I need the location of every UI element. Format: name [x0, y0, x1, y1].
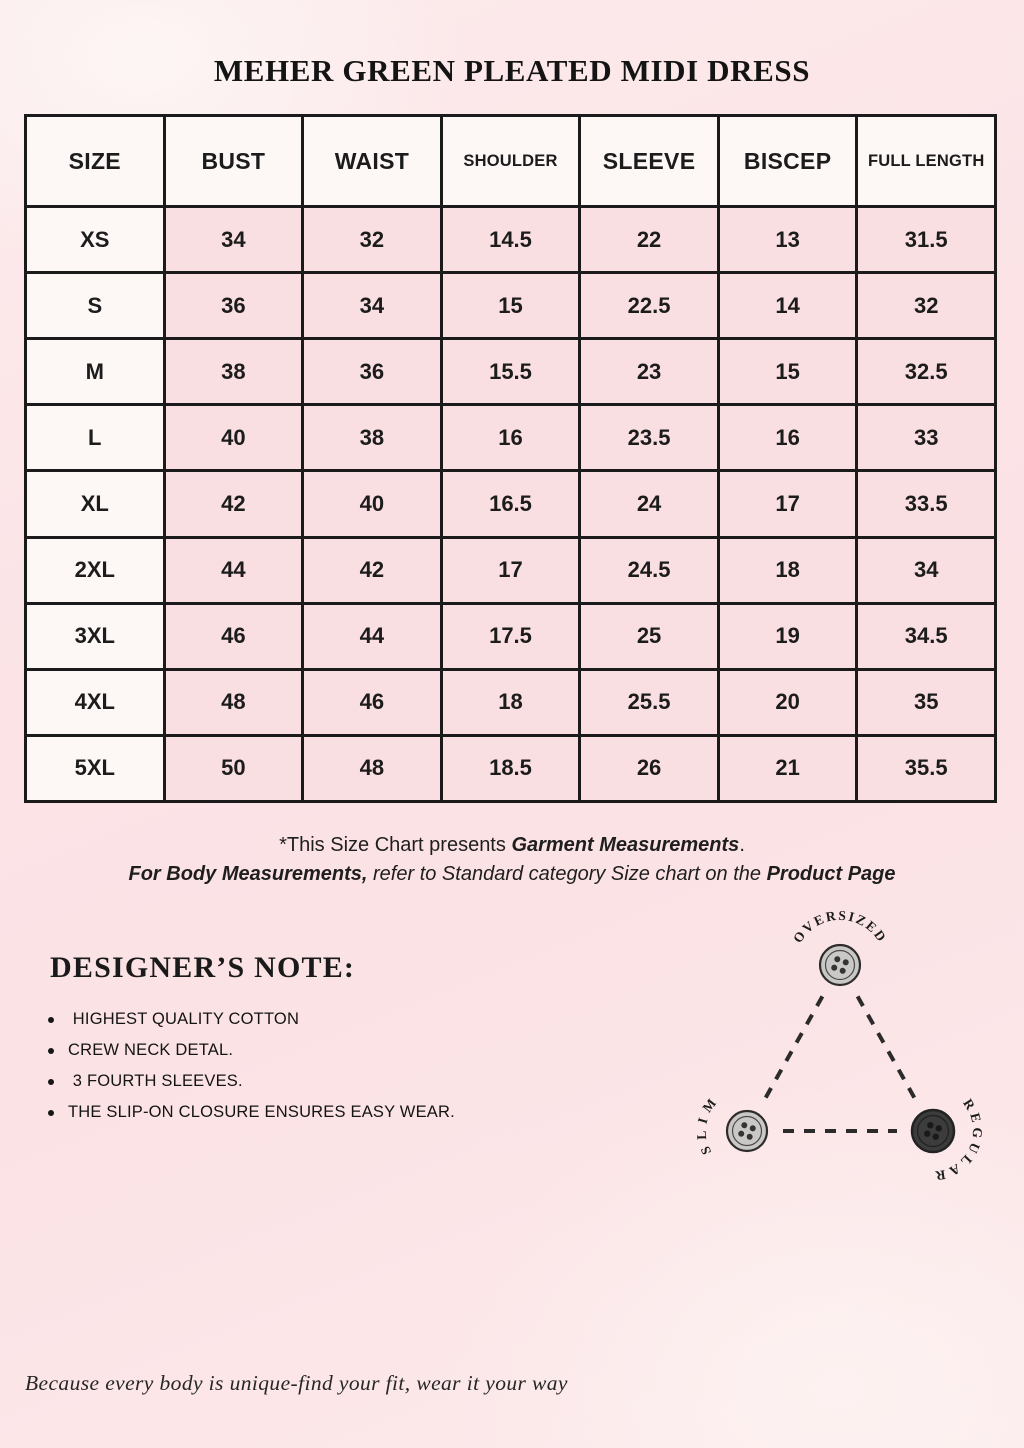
column-header-full-length: FULL LENGTH: [858, 117, 994, 205]
list-item: [48, 1004, 455, 1035]
bullet-icon: [48, 1110, 54, 1116]
measurement-cell: 48: [166, 671, 302, 734]
measurement-cell: 35.5: [858, 737, 994, 800]
measurement-cell: 17.5: [443, 605, 579, 668]
bullet-icon: [48, 1079, 54, 1085]
measurement-cell: 32.5: [858, 340, 994, 403]
measurement-cell: 42: [166, 472, 302, 535]
designer-note-text: 3 FOURTH SLEEVES.: [68, 1072, 243, 1090]
measurement-cell: 38: [166, 340, 302, 403]
measurement-cell: 18: [443, 671, 579, 734]
footnote-product-page: Product Page: [766, 863, 896, 885]
footnote-text: *This Size Chart presents: [279, 834, 512, 856]
size-chart-footnote: [0, 831, 1024, 889]
measurement-cell: 25.5: [581, 671, 717, 734]
dashed-triangle-lines: [765, 996, 916, 1131]
measurement-cell: 15.5: [443, 340, 579, 403]
measurement-cell: 31.5: [858, 208, 994, 271]
page-title: MEHER GREEN PLEATED MIDI DRESS: [213, 53, 811, 88]
measurement-cell: 14: [720, 274, 856, 337]
measurement-cell: 35: [858, 671, 994, 734]
measurement-cell: 23: [581, 340, 717, 403]
measurement-cell: 14.5: [443, 208, 579, 271]
oversized-button-icon: [820, 945, 860, 985]
size-cell: L: [27, 406, 163, 469]
footnote-line-2: [0, 860, 1024, 889]
measurement-cell: 19: [720, 605, 856, 668]
size-cell: S: [27, 274, 163, 337]
size-cell: 2XL: [27, 539, 163, 602]
measurement-cell: 15: [720, 340, 856, 403]
measurement-cell: 18: [720, 539, 856, 602]
measurement-cell: 48: [304, 737, 440, 800]
measurement-cell: 16: [443, 406, 579, 469]
slim-button-icon: [727, 1111, 767, 1151]
measurement-cell: 46: [304, 671, 440, 734]
measurement-cell: 33: [858, 406, 994, 469]
measurement-cell: 18.5: [443, 737, 579, 800]
slim-label: SLIM: [693, 1091, 723, 1157]
designer-note-text: CREW NECK DETAL.: [68, 1041, 234, 1059]
measurement-cell: 24: [581, 472, 717, 535]
column-header-bust: BUST: [166, 117, 302, 205]
measurement-cell: 34.5: [858, 605, 994, 668]
column-header-sleeve: SLEEVE: [581, 117, 717, 205]
measurement-cell: 22.5: [581, 274, 717, 337]
measurement-cell: 44: [166, 539, 302, 602]
measurement-cell: 21: [720, 737, 856, 800]
size-cell: 3XL: [27, 605, 163, 668]
measurement-cell: 22: [581, 208, 717, 271]
footnote-line-1: [0, 831, 1024, 860]
measurement-cell: 23.5: [581, 406, 717, 469]
measurement-cell: 34: [858, 539, 994, 602]
measurement-cell: 26: [581, 737, 717, 800]
oversized-label: OVERSIZED: [789, 908, 891, 946]
measurement-cell: 16.5: [443, 472, 579, 535]
list-item: [48, 1097, 455, 1128]
measurement-cell: 36: [166, 274, 302, 337]
measurement-cell: 50: [166, 737, 302, 800]
footnote-garment-measurements: Garment Measurements: [511, 834, 740, 856]
column-header-size: SIZE: [27, 117, 163, 205]
footnote-body-measurements: For Body Measurements,: [128, 863, 368, 885]
measurement-cell: 38: [304, 406, 440, 469]
measurement-cell: 33.5: [858, 472, 994, 535]
measurement-cell: 20: [720, 671, 856, 734]
bullet-icon: [48, 1017, 54, 1023]
list-item: [48, 1035, 455, 1066]
size-chart-table: [24, 114, 997, 803]
size-cell: XS: [27, 208, 163, 271]
measurement-cell: 44: [304, 605, 440, 668]
regular-button-icon: [912, 1110, 954, 1152]
measurement-cell: 17: [720, 472, 856, 535]
measurement-cell: 17: [443, 539, 579, 602]
measurement-cell: 42: [304, 539, 440, 602]
size-cell: 5XL: [27, 737, 163, 800]
measurement-cell: 15: [443, 274, 579, 337]
size-cell: M: [27, 340, 163, 403]
column-header-waist: WAIST: [304, 117, 440, 205]
column-header-biscep: BISCEP: [720, 117, 856, 205]
measurement-cell: 32: [858, 274, 994, 337]
measurement-cell: 25: [581, 605, 717, 668]
measurement-cell: 34: [166, 208, 302, 271]
size-cell: XL: [27, 472, 163, 535]
measurement-cell: 36: [304, 340, 440, 403]
fit-style-diagram: [680, 908, 1024, 1198]
measurement-cell: 34: [304, 274, 440, 337]
list-item: [48, 1066, 455, 1097]
designer-note-text: THE SLIP-ON CLOSURE ENSURES EASY WEAR.: [68, 1103, 455, 1121]
measurement-cell: 40: [166, 406, 302, 469]
measurement-cell: 24.5: [581, 539, 717, 602]
size-cell: 4XL: [27, 671, 163, 734]
measurement-cell: 32: [304, 208, 440, 271]
designer-note-list: [48, 1004, 455, 1128]
measurement-cell: 40: [304, 472, 440, 535]
brand-tagline: Because every body is unique-find your fit, wear it your way: [25, 1371, 568, 1395]
measurement-cell: 46: [166, 605, 302, 668]
measurement-cell: 13: [720, 208, 856, 271]
bullet-icon: [48, 1048, 54, 1054]
designer-note-text: HIGHEST QUALITY COTTON: [68, 1010, 300, 1028]
footnote-text: refer to Standard category Size chart on the: [367, 863, 767, 885]
designer-note-heading: DESIGNER’S NOTE:: [50, 951, 356, 984]
column-header-shoulder: SHOULDER: [443, 117, 579, 205]
regular-label: REGULAR: [930, 1096, 986, 1185]
footnote-text: .: [739, 834, 745, 856]
measurement-cell: 16: [720, 406, 856, 469]
